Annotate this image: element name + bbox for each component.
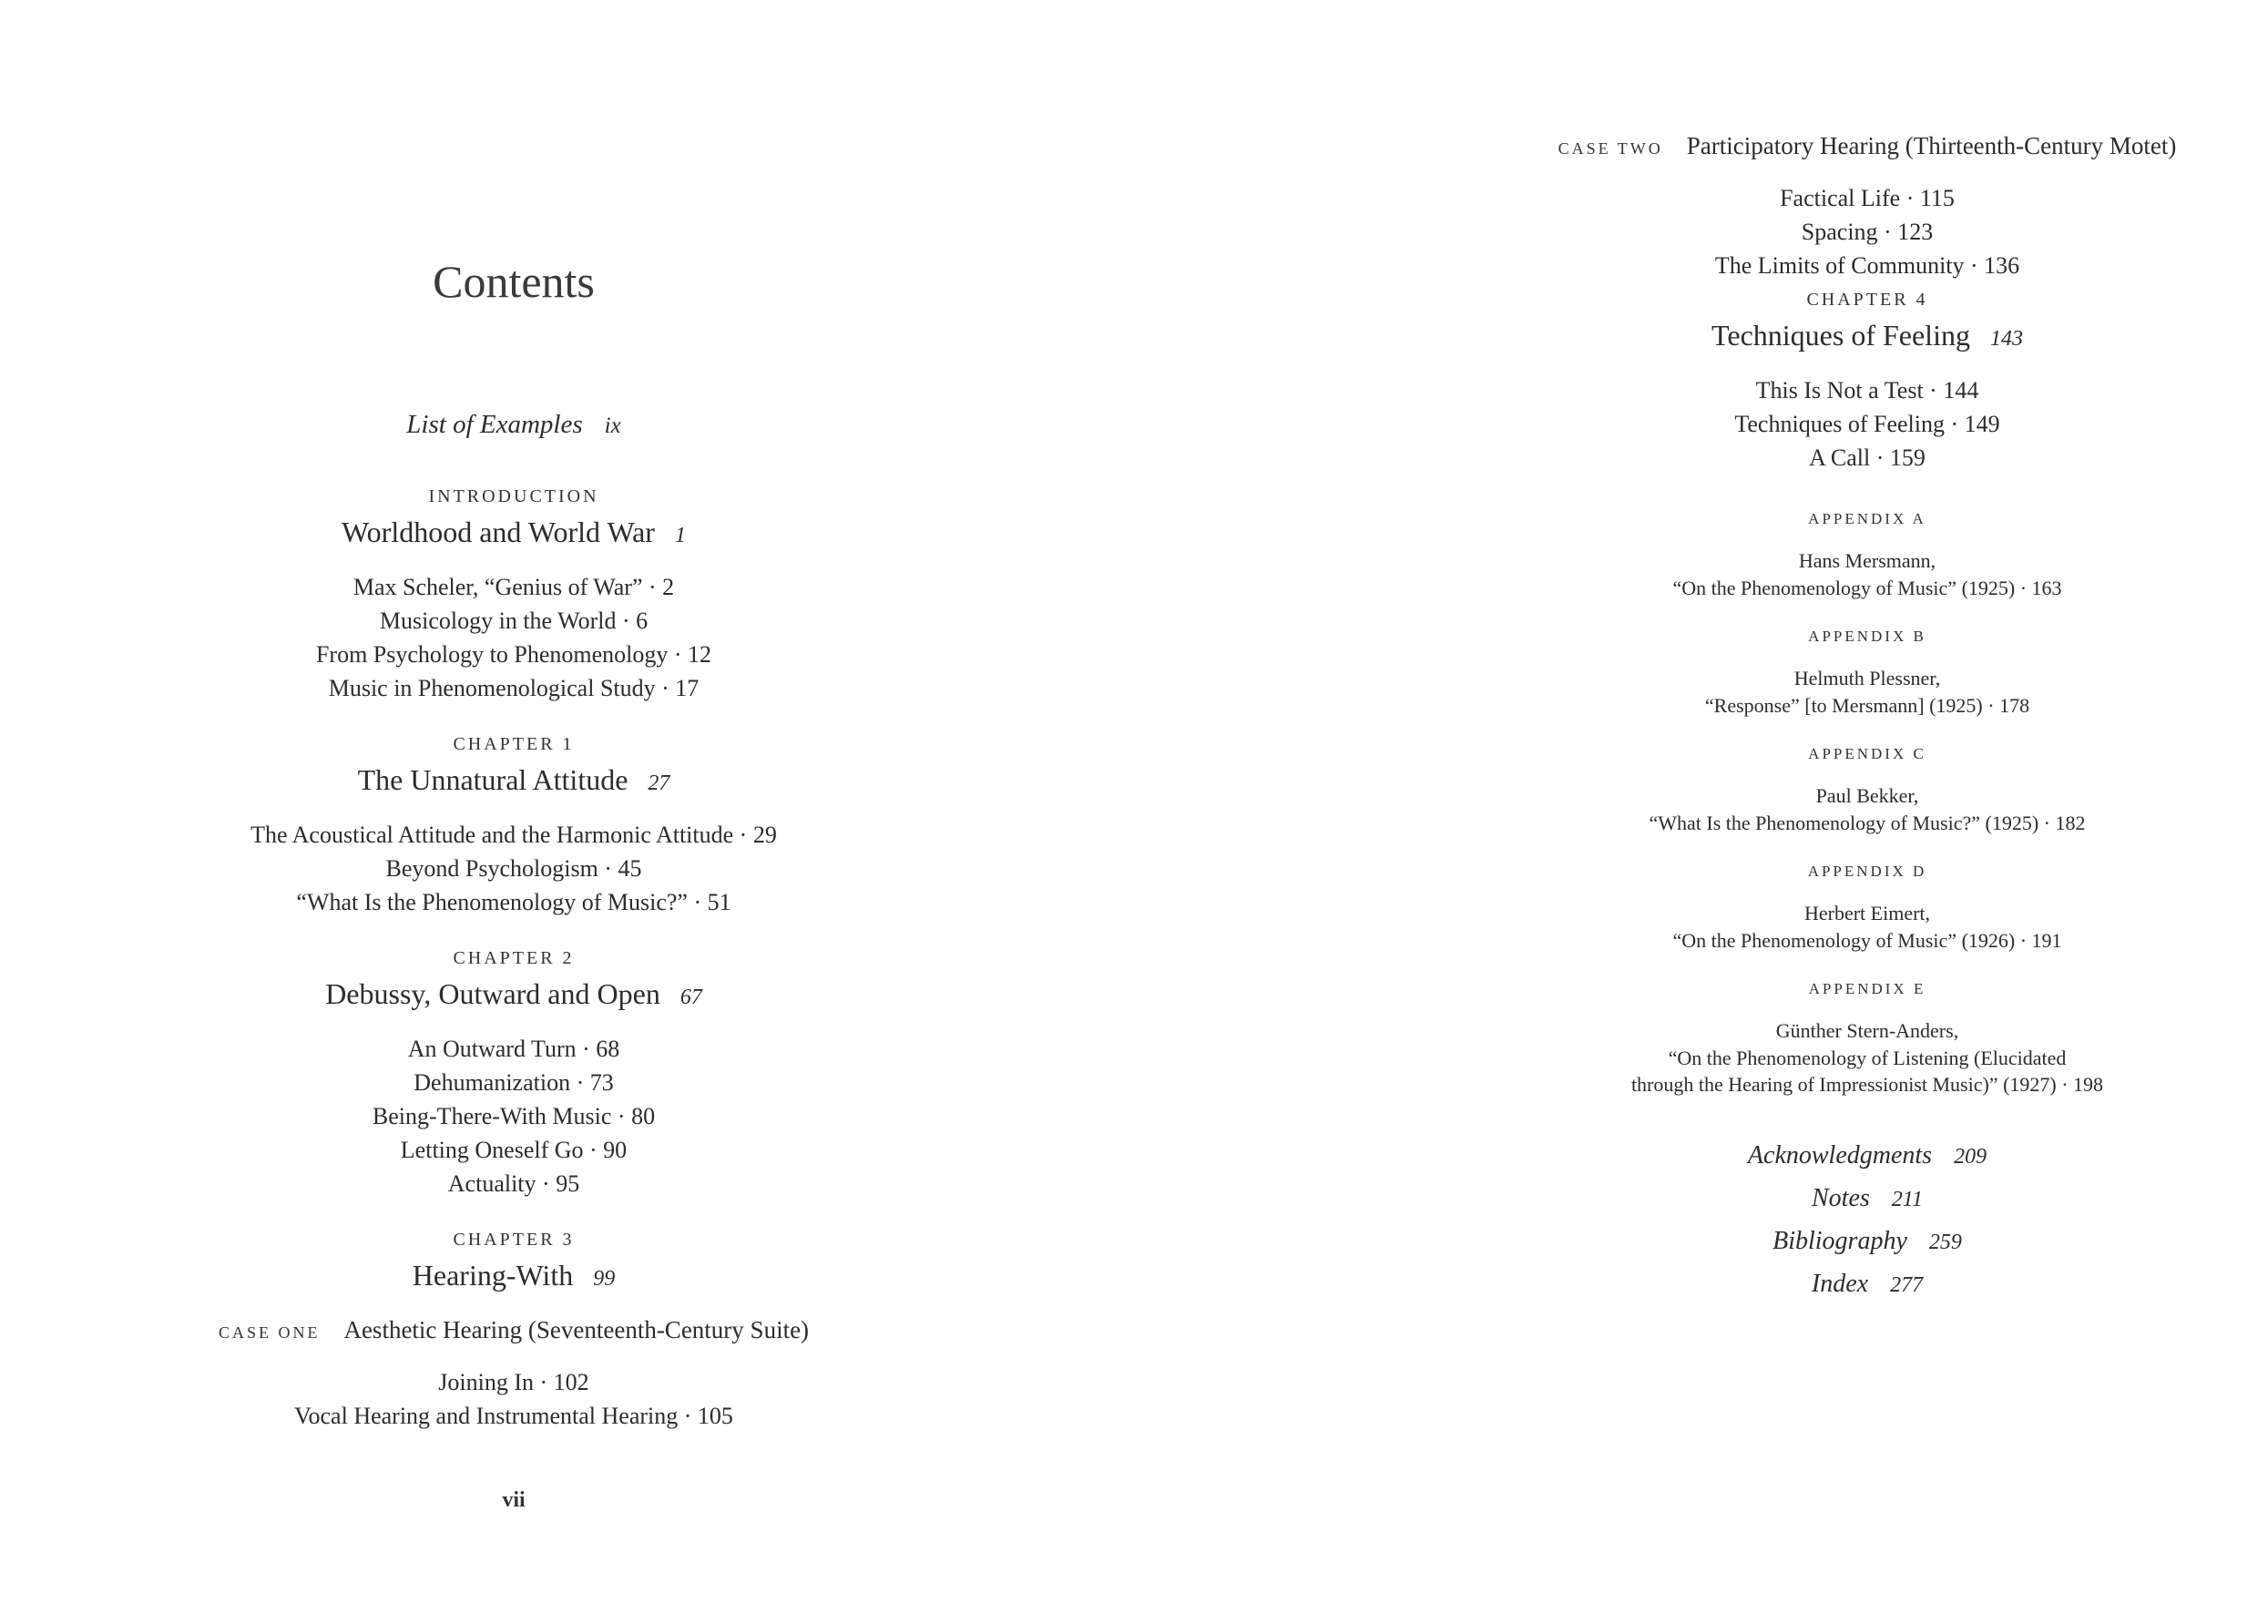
toc-section[interactable]: Actuality · 95 [447,1170,580,1197]
toc-section[interactable]: The Limits of Community · 136 [1714,252,2020,279]
appendix-b-label: APPENDIX B [1808,628,1926,645]
right-toc [1466,128,2268,1306]
chapter-4-sections [1466,373,2268,475]
chapter-page: 1 [674,524,686,547]
appendices [1466,506,2268,1098]
toc-entry-appendix-b[interactable] [1466,665,2268,719]
left-page [0,0,1049,1624]
toc-section[interactable]: Music in Phenomenological Study · 17 [328,675,700,701]
toc-entry-page: ix [604,414,621,438]
appendix-title: “Response” [to Mersmann] (1925) · 178 [1704,693,2030,717]
toc-entry-index[interactable] [1466,1263,2268,1306]
appendix-title: “On the Phenomenology of Music” (1925) · 163 [1672,576,2062,599]
appendix-a-label: APPENDIX A [1808,510,1926,527]
case-label: CASE ONE [218,1323,321,1342]
toc-entry-appendix-d[interactable] [1466,900,2268,954]
chapter-page: 67 [679,986,702,1009]
chapter-4-label: CHAPTER 4 [1806,290,1928,310]
toc-section[interactable]: Joining In · 102 [438,1369,589,1395]
toc-section[interactable]: Letting Oneself Go · 90 [400,1137,628,1163]
toc-entry-case-one[interactable] [195,1312,833,1351]
toc-entry-title: List of Examples [406,410,583,439]
toc-entry-page: 277 [1890,1272,1924,1297]
toc-section[interactable]: An Outward Turn · 68 [407,1036,620,1062]
toc-entry-appendix-c[interactable] [1466,782,2268,836]
appendix-author: Günther Stern-Anders, [1775,1019,1959,1042]
toc-entry-title: Acknowledgments [1747,1140,1933,1169]
toc-entry-notes[interactable] [1466,1178,2268,1221]
chapter-page: 143 [1989,327,2023,351]
case-two-sections [1466,181,2268,282]
toc-entry-chapter-4[interactable] [1466,315,2268,359]
case-one-sections [195,1365,833,1433]
toc-entry-title: Bibliography [1773,1226,1907,1255]
toc-entry-introduction[interactable] [195,512,833,556]
case-label: CASE TWO [1558,139,1663,158]
toc-entry-appendix-e[interactable] [1466,1017,2268,1098]
toc-entry-page: 209 [1954,1144,1987,1169]
left-toc [195,404,833,1433]
appendix-e-label: APPENDIX E [1808,980,1926,997]
appendix-author: Paul Bekker, [1815,784,1919,807]
toc-section[interactable]: A Call · 159 [1809,444,1926,471]
chapter-title: Worldhood and World War [342,516,655,548]
toc-entry-acknowledgments[interactable] [1466,1135,2268,1178]
chapter-2-sections [195,1032,833,1200]
introduction-sections [195,570,833,705]
chapter-title: Techniques of Feeling [1711,319,1970,352]
toc-section[interactable]: Beyond Psychologism · 45 [385,855,642,882]
chapter-2-label: CHAPTER 2 [453,948,575,968]
case-title: Participatory Hearing (Thirteenth-Century Motet) [1686,132,2177,159]
toc-entry-page: 211 [1891,1187,1923,1211]
appendix-title-continued: through the Hearing of Impressionist Music)” (1927) · 198 [1630,1073,2104,1096]
toc-section[interactable]: Max Scheler, “Genius of War” · 2 [352,574,675,600]
chapter-3-label: CHAPTER 3 [453,1230,575,1250]
toc-section[interactable]: Dehumanization · 73 [414,1069,614,1096]
toc-entry-chapter-1[interactable] [195,760,833,803]
appendix-title: “On the Phenomenology of Listening (Elucidated [1668,1046,2067,1069]
chapter-1-sections [195,818,833,919]
toc-entry-page: 259 [1928,1230,1962,1254]
chapter-title: The Unnatural Attitude [357,763,628,796]
toc-section[interactable]: “What Is the Phenomenology of Music?” · 51 [296,889,731,915]
chapter-1-label: CHAPTER 1 [453,734,575,754]
toc-section[interactable]: Vocal Hearing and Instrumental Hearing · 105 [294,1403,733,1429]
appendix-title: “What Is the Phenomenology of Music?” (1925) · 182 [1649,811,2086,834]
toc-entry-chapter-2[interactable] [195,974,833,1017]
appendix-author: Herbert Eimert, [1803,902,1931,924]
appendix-author: Helmuth Plessner, [1793,667,1941,689]
back-matter [1466,1135,2268,1306]
chapter-page: 27 [648,771,670,795]
chapter-page: 99 [593,1267,616,1291]
toc-section[interactable]: Musicology in the World · 6 [379,608,649,634]
toc-entry-case-two[interactable] [1466,128,2268,167]
toc-section[interactable]: From Psychology to Phenomenology · 12 [315,641,712,668]
chapter-title: Debussy, Outward and Open [325,977,660,1010]
contents-heading: Contents [433,256,595,307]
introduction-label: INTRODUCTION [428,486,599,506]
appendix-author: Hans Mersmann, [1798,549,1936,572]
toc-entry-title: Index [1811,1269,1869,1298]
chapter-title: Hearing-With [412,1259,574,1292]
right-page [1049,0,2177,1624]
toc-entry-bibliography[interactable] [1466,1221,2268,1263]
toc-entry-chapter-3[interactable] [195,1255,833,1299]
toc-section[interactable]: Factical Life · 115 [1780,185,1955,211]
toc-section[interactable]: Spacing · 123 [1801,219,1934,245]
case-title: Aesthetic Hearing (Seventeenth-Century Suite) [343,1316,810,1343]
appendix-d-label: APPENDIX D [1807,863,1927,880]
toc-entry-appendix-a[interactable] [1466,547,2268,601]
appendix-title: “On the Phenomenology of Music” (1926) · 191 [1672,928,2062,952]
toc-section[interactable]: This Is Not a Test · 144 [1755,377,1979,403]
toc-entry-list-of-examples[interactable] [195,404,833,446]
toc-section[interactable]: The Acoustical Attitude and the Harmonic Attitude · 29 [250,822,777,848]
appendix-c-label: APPENDIX C [1808,745,1926,762]
toc-section[interactable]: Being-There-With Music · 80 [372,1103,656,1129]
toc-section[interactable]: Techniques of Feeling · 149 [1734,411,2000,437]
page-number: vii [502,1488,526,1512]
toc-entry-title: Notes [1812,1183,1870,1212]
